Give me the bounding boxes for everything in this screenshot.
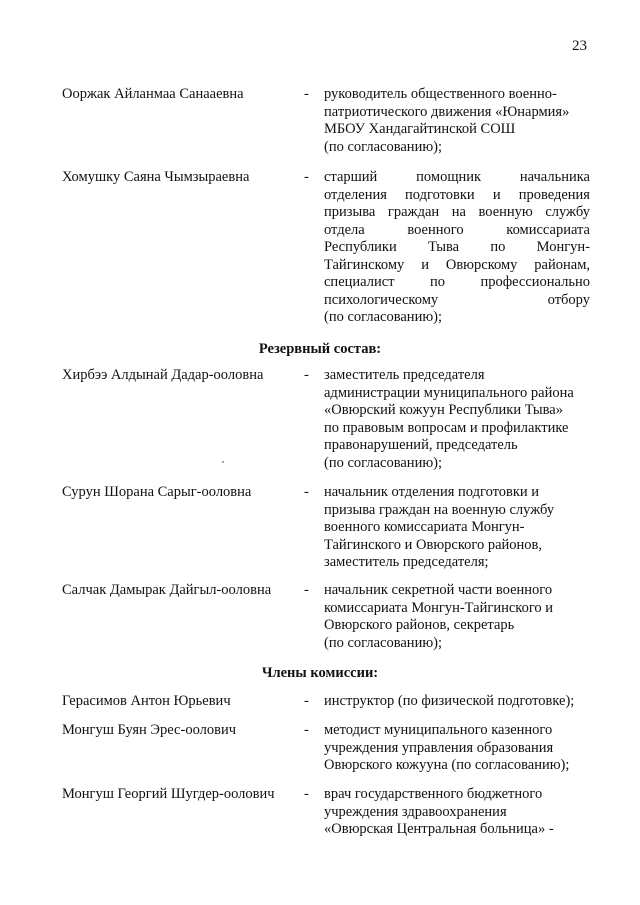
description-line: комиссариата Монгун-Тайгинского и [324,599,554,616]
position-description [324,722,590,775]
description-line: администрации муниципального района [324,384,574,401]
description-line: начальник отделения подготовки и [324,484,540,500]
dash-separator: - [304,693,309,709]
description-line: Тайгинскому и Овюрскому районам, [324,256,590,273]
description-line: врач государственного бюджетного [324,786,543,802]
dash-separator: - [304,786,309,802]
dash-separator: - [304,582,309,598]
description-line: специалист по профессионально [324,274,590,290]
position-description [324,484,590,572]
position-description [324,786,590,839]
description-line: Овюрского районов, секретарь [324,617,515,633]
dash-separator: - [304,86,309,102]
description-line: правонарушений, председатель [324,437,518,453]
person-name: Монгуш Буян Эрес-оолович [62,722,237,738]
position-description [324,693,590,711]
position-description [324,367,590,472]
description-line: инструктор (по физической подготовке); [324,693,575,709]
section-heading-members: Члены комиссии: [261,665,379,681]
position-description [324,86,590,156]
description-line: методист муниципального казенного [324,722,553,738]
description-line: (по согласованию); [324,138,443,155]
description-line: отдела военного комиссариата [324,221,590,238]
position-description [324,582,590,652]
person-name: Сурун Шорана Сарыг-ооловна [62,484,252,500]
description-line: МБОУ Хандагайтинской СОШ [324,121,516,137]
description-line: Овюрского кожууна (по согласованию); [324,757,570,773]
section-heading-reserve: Резервный состав: [258,341,382,357]
person-name: Хомушку Саяна Чымзыраевна [62,169,250,185]
description-line: (по согласованию); [324,634,443,651]
scan-speck [222,461,224,463]
position-description [324,169,590,327]
description-line: призыва граждан на военную службу [324,204,590,220]
description-line: начальник секретной части военного [324,582,553,598]
person-name: Хирбээ Алдынай Дадар-ооловна [62,367,264,383]
description-line: (по согласованию); [324,309,443,325]
description-line: патриотического движения «Юнармия» [324,103,570,120]
description-line: Республики Тыва по Монгун- [324,239,590,255]
person-name: Салчак Дамырак Дайгыл-ооловна [62,582,272,598]
dash-separator: - [304,484,309,500]
description-line: психологическому отбору [324,291,590,308]
description-line: отделения подготовки и проведения [324,186,590,203]
dash-separator: - [304,169,309,185]
dash-separator: - [304,722,309,738]
person-name: Ооржак Айланмаа Санааевна [62,86,244,102]
dash-separator: - [304,367,309,383]
description-line: призыва граждан на военную службу [324,501,555,518]
description-line: учреждения управления образования [324,739,554,756]
person-name: Монгуш Георгий Шугдер-оолович [62,786,275,802]
description-line: Тайгинского и Овюрского районов, [324,536,543,553]
description-line: руководитель общественного военно- [324,86,557,102]
person-name: Герасимов Антон Юрьевич [62,693,231,709]
description-line: «Овюрская Центральная больница» - [324,821,554,837]
description-line: «Овюрский кожуун Республики Тыва» [324,402,563,418]
description-line: по правовым вопросам и профилактике [324,419,569,436]
page-number: 23 [572,38,587,54]
description-line: (по согласованию); [324,454,443,471]
description-line: заместитель председателя; [324,554,489,570]
description-line: учреждения здравоохранения [324,803,507,820]
description-line: военного комиссариата Монгун- [324,519,525,535]
description-line: заместитель председателя [324,367,485,383]
description-line: старший помощник начальника [324,169,590,185]
